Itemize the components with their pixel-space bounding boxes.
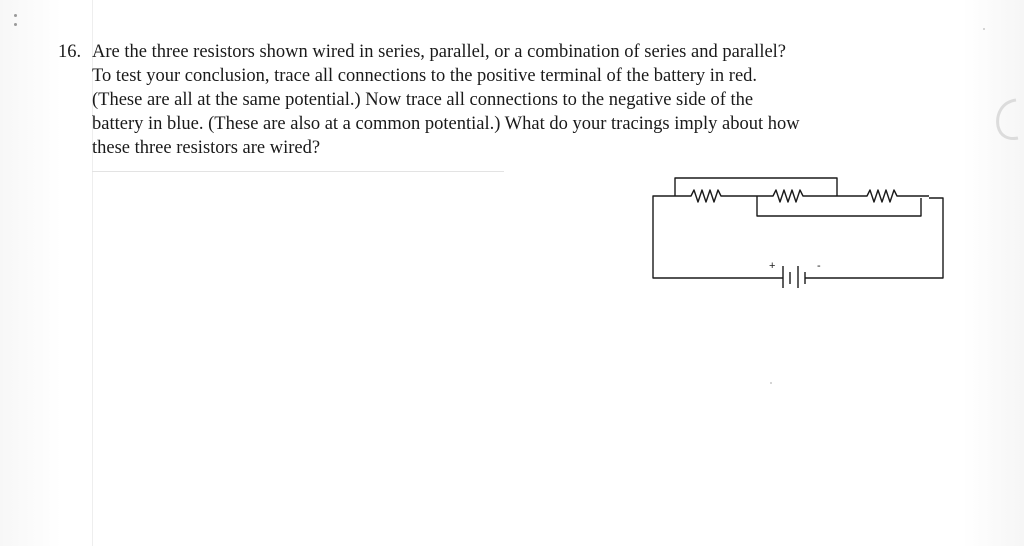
resistor-2 [757,190,837,202]
question-line: battery in blue. (These are also at a common potential.) What do your tracings imply about how [92,114,800,134]
question-line: these three resistors are wired? [92,138,321,158]
scroll-indicator-dots [14,14,18,30]
answer-line [92,171,504,172]
question-number: 16. [58,42,82,62]
question-line: Are the three resistors shown wired in series, parallel, or a combination of series and parallel? [92,42,787,62]
resistor-3 [837,190,929,202]
resistor-1 [675,190,757,202]
scan-speck [770,382,772,384]
outer-wire-right [821,198,943,278]
question-text [92,40,962,160]
page-curl-mark [988,96,1024,144]
question-line: To test your conclusion, trace all connections to the positive terminal of the battery in red. [92,66,758,86]
outer-wire [653,196,777,278]
battery-negative-label: - [817,260,821,272]
top-bracket-wire [675,178,837,196]
battery-long-plate-1 [777,266,783,288]
question-line: (These are all at the same potential.) Now trace all connections to the negative side of the [92,90,754,110]
battery-positive-label: + [769,260,776,272]
scan-speck [983,28,985,30]
circuit-diagram [645,168,955,288]
battery-short-plate-2 [805,272,821,284]
